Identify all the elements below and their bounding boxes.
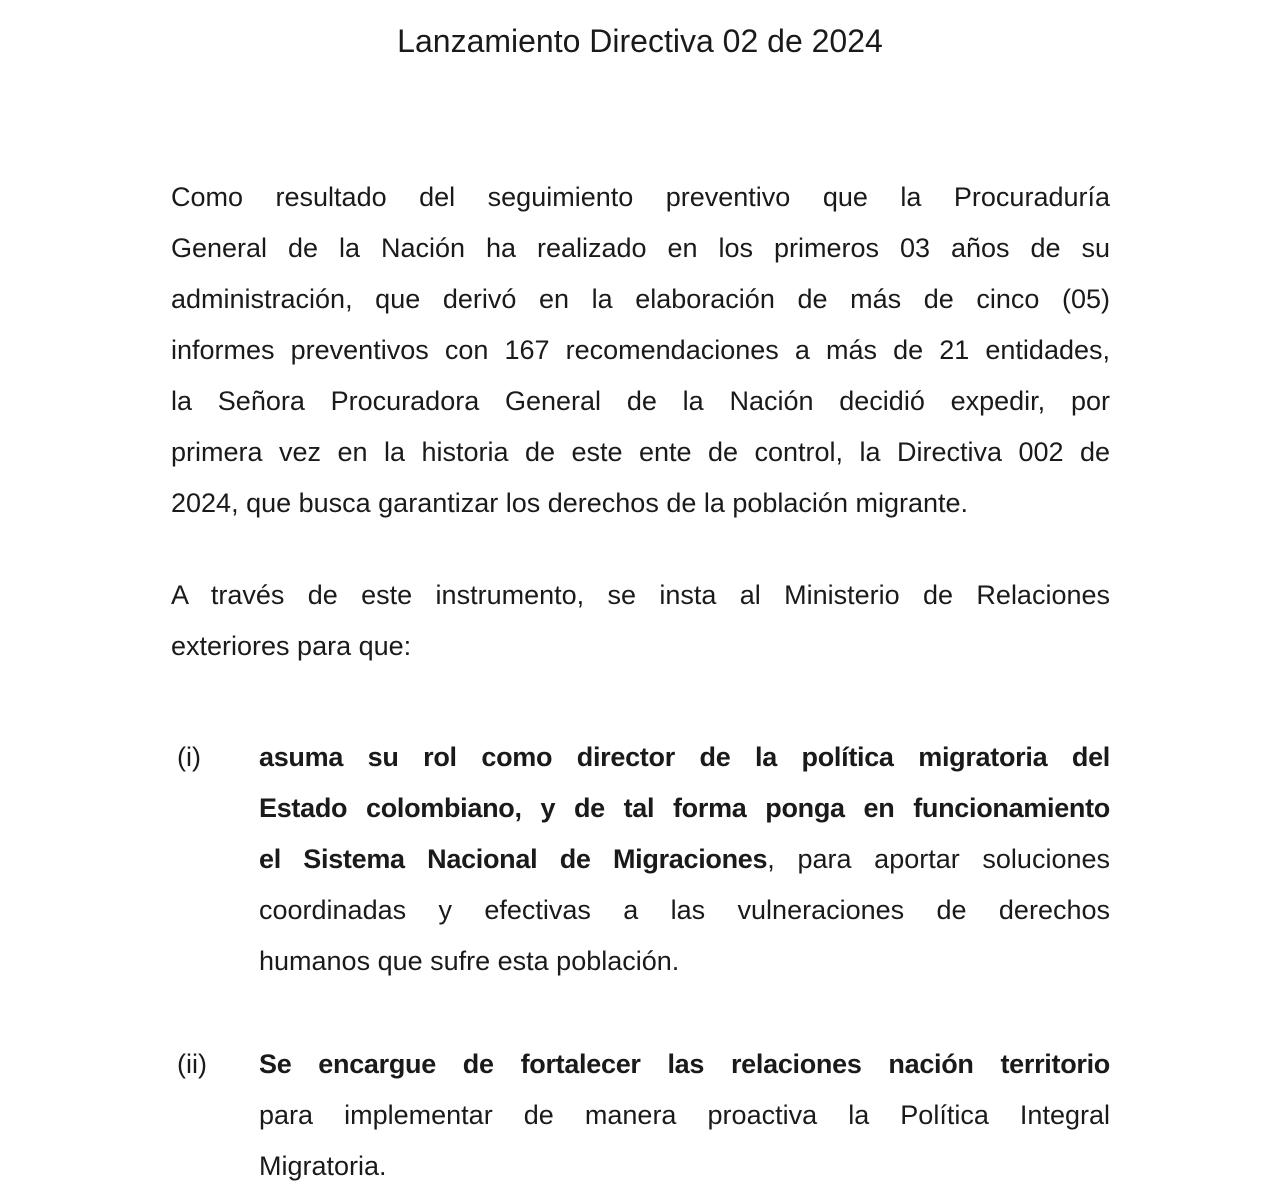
- text-line: [259, 732, 1110, 783]
- paragraph: [171, 570, 1110, 672]
- list-item-text: [259, 732, 1110, 987]
- text-segment: Migratoria.: [259, 1151, 387, 1181]
- paragraph: [171, 172, 1110, 529]
- text-line: [259, 1141, 1110, 1192]
- text-segment: Se encargue de fortalecer las relaciones nación territorio: [259, 1049, 1110, 1079]
- text-segment: la Señora Procuradora General de la Nación decidió expedir, por: [171, 386, 1110, 416]
- text-line: [171, 223, 1110, 274]
- text-segment: exteriores para que:: [171, 631, 412, 661]
- text-segment: coordinadas y efectivas a las vulneraciones de derechos: [259, 895, 1110, 925]
- text-line: [259, 1039, 1110, 1090]
- text-line: [171, 376, 1110, 427]
- text-line: [259, 885, 1110, 936]
- text-line: [259, 783, 1110, 834]
- text-segment: 2024, que busca garantizar los derechos de la población migrante.: [171, 488, 969, 518]
- text-segment: Como resultado del seguimiento preventivo que la Procuraduría: [171, 182, 1110, 212]
- list-marker: (ii): [177, 1049, 207, 1079]
- text-line: [171, 621, 1110, 672]
- text-segment: para implementar de manera proactiva la Política Integral: [259, 1100, 1110, 1130]
- text-line: [171, 478, 1110, 529]
- text-segment: primera vez en la historia de este ente de control, la Directiva 002 de: [171, 437, 1110, 467]
- text-segment: General de la Nación ha realizado en los primeros 03 años de su: [171, 233, 1110, 263]
- text-line: [259, 936, 1110, 987]
- text-line: [171, 325, 1110, 376]
- text-line: [171, 570, 1110, 621]
- text-line: [171, 427, 1110, 478]
- text-line: [259, 1090, 1110, 1141]
- list-item-text: [259, 1039, 1110, 1192]
- text-segment: informes preventivos con 167 recomendaciones a más de 21 entidades,: [171, 335, 1110, 365]
- text-segment: A través de este instrumento, se insta al Ministerio de Relaciones: [171, 580, 1110, 610]
- text-segment: , para aportar soluciones: [767, 844, 1110, 874]
- page-title: Lanzamiento Directiva 02 de 2024: [397, 23, 883, 59]
- text-line: [259, 834, 1110, 885]
- list-marker: (i): [177, 742, 201, 772]
- text-segment: asuma su rol como director de la política migratoria del: [259, 742, 1110, 772]
- text-segment: Estado colombiano, y de tal forma ponga en funcionamiento: [259, 793, 1110, 823]
- list-item: [171, 1039, 1110, 1192]
- text-line: [171, 172, 1110, 223]
- text-segment: humanos que sufre esta población.: [259, 946, 680, 976]
- text-line: [171, 274, 1110, 325]
- text-segment: el Sistema Nacional de Migraciones: [259, 844, 768, 874]
- document-body: [171, 172, 1110, 1192]
- list-item: [171, 732, 1110, 987]
- text-segment: administración, que derivó en la elaboración de más de cinco (05): [171, 284, 1110, 314]
